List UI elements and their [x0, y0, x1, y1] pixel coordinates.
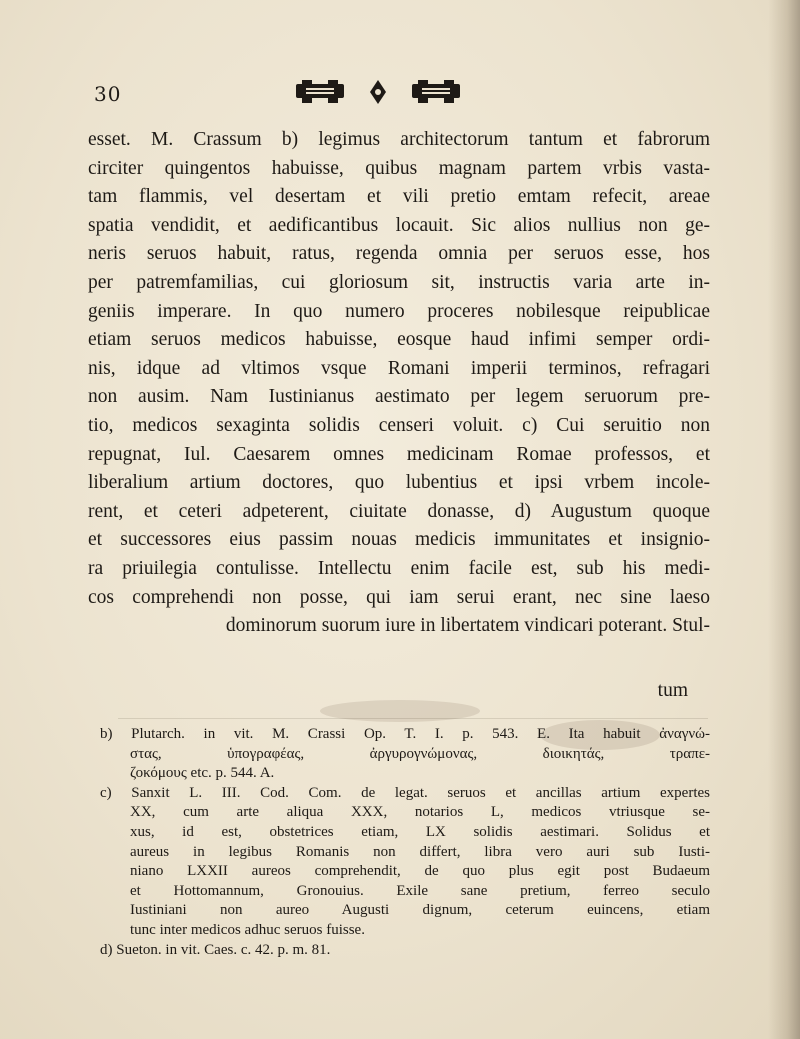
footnote-line: b) Plutarch. in vit. M. Crassi Op. T. I. p. 543. E. Ita habuit ἀναγνώ-	[100, 726, 710, 742]
text-line: nis, idque ad vltimos vsque Romani imperii terminos, refragari	[88, 357, 710, 379]
text-line: non ausim. Nam Iustinianus aestimato per legem seruorum pre-	[88, 386, 710, 408]
footnote-line: c) Sanxit L. III. Cod. Com. de legat. seruos et ancillas artium expertes	[100, 784, 710, 801]
footnote-line: XX, cum arte aliqua XXX, notarios L, medicos vtriusque se-	[130, 804, 710, 821]
text-line: rent, et ceteri adpeterent, ciuitate donasse, d) Augustum quoque	[88, 500, 710, 522]
text-line: repugnat, Iul. Caesarem omnes medicinam Romae professos, et	[88, 443, 710, 465]
footnote-line: tunc inter medicos adhuc seruos fuisse.	[130, 921, 365, 938]
footnote-line: xus, id est, obstetrices etiam, LX solidis aestimari. Solidus et	[130, 823, 710, 840]
text-line: ra priuilegia contulisse. Intellectu enim facile est, sub his medi-	[88, 557, 710, 579]
text-line: tio, medicos sexaginta solidis censeri voluit. c) Cui seruitio non	[88, 414, 710, 436]
footnote-line: Iustiniani non aureo Augusti dignum, ceterum euincens, etiam	[130, 902, 710, 919]
text-line: et successores eius passim nouas medicis immunitates et insignio-	[88, 529, 710, 551]
footnote-separator	[118, 718, 708, 719]
footnote-line: στας, ὑπογραφέας, ἀργυρογνώμονας, διοικητάς, τραπε-	[130, 745, 710, 762]
text-line: etiam seruos medicos habuisse, eosque haud infimi semper ordi-	[88, 329, 710, 351]
footnote-line: aureus in legibus Romanis non differt, libra vero auri sub Iusti-	[130, 843, 710, 860]
catchword: tum	[657, 680, 688, 701]
text-line: per patremfamilias, cui gloriosum sit, instructis varia arte in-	[88, 271, 710, 293]
footnotes-block	[100, 725, 710, 960]
page-header	[88, 70, 708, 110]
headpiece-ornament-icon	[288, 76, 468, 108]
text-line: circiter quingentos habuisse, quibus magnam partem vrbis vasta-	[88, 157, 710, 179]
text-line: esset. M. Crassum b) legimus architectorum tantum et fabrorum	[88, 129, 710, 150]
main-text-block	[88, 126, 710, 641]
page-number: 30	[94, 82, 122, 106]
page-gutter-shadow	[768, 0, 800, 1039]
text-line: tam flammis, vel desertam et vili pretio emtam refecit, areae	[88, 186, 710, 208]
text-line: liberalium artium doctores, quo lubentius et ipsi vrbem incole-	[88, 472, 710, 494]
footnote-line: ζοκόμους etc. p. 544. A.	[130, 765, 275, 782]
text-line: geniis imperare. In quo numero proceres nobilesque reipublicae	[88, 300, 710, 322]
footnote-line: niano LXXII aureos comprehendit, de quo plus egit post Budaeum	[130, 863, 710, 880]
text-line: neris seruos habuit, ratus, regenda omnia per seruos esse, hos	[88, 243, 710, 265]
text-line: spatia vendidit, et aedificantibus locauit. Sic alios nullius non ge-	[88, 214, 710, 236]
footnote-line: et Hottomannum, Gronouius. Exile sane pretium, ferreo seculo	[130, 882, 710, 899]
text-line: cos comprehendi non posse, qui iam serui erant, nec sine laeso	[88, 586, 710, 608]
text-line: dominorum suorum iure in libertatem vindicari poterant. Stul-	[225, 615, 710, 637]
footnote-line: d) Sueton. in vit. Caes. c. 42. p. m. 81.	[100, 941, 331, 958]
